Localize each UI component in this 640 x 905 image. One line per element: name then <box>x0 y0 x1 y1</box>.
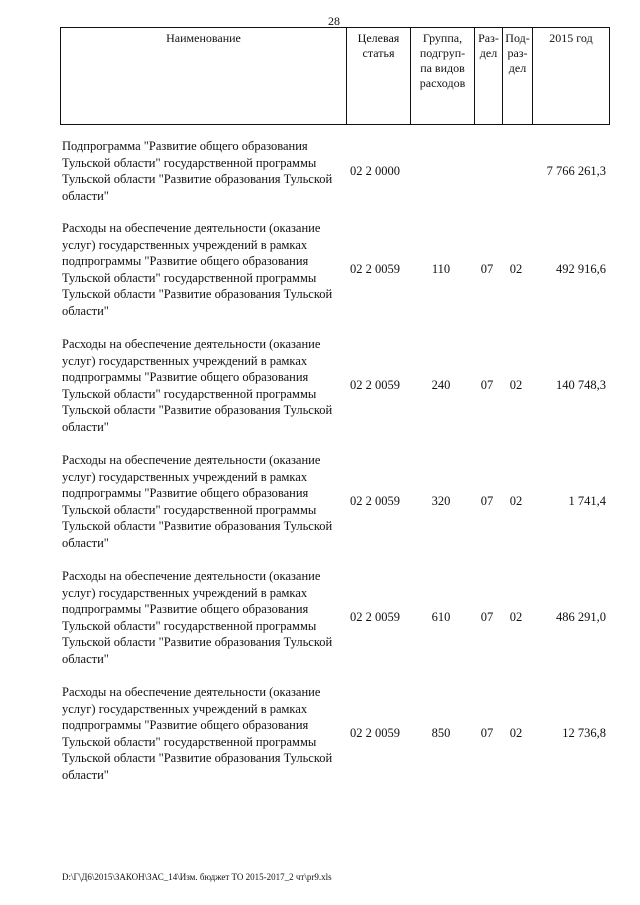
row-section: 07 <box>480 610 494 624</box>
row-expense-group: 320 <box>431 494 451 508</box>
row-expense-group: 110 <box>431 262 451 276</box>
row-amount: 492 916,6 <box>556 262 606 276</box>
row-section: 07 <box>480 726 494 740</box>
table-row <box>60 336 610 452</box>
row-name: Расходы на обеспечение деятельности (оказание услуг) государственных учреждений в рамках подпрограммы "Развитие общего образования Тульской области" государственной программы Тульской области "Развитие образования Тульской области" <box>62 221 333 318</box>
row-target-article: 02 2 0059 <box>350 610 400 624</box>
file-path-footer: D:\Г\Д6\2015\ЗАКОН\ЗАС_14\Изм. бюджет ТО 2015-2017_2 чт\pr9.xls <box>62 872 332 882</box>
row-subsection: 02 <box>509 262 523 276</box>
row-subsection: 02 <box>509 494 523 508</box>
row-name: Расходы на обеспечение деятельности (оказание услуг) государственных учреждений в рамках подпрограммы "Развитие общего образования Тульской области" государственной программы Тульской области "Развитие образования Тульской области" <box>62 337 333 434</box>
table-row <box>60 220 610 336</box>
table-row <box>60 138 610 220</box>
row-name: Расходы на обеспечение деятельности (оказание услуг) государственных учреждений в рамках подпрограммы "Развитие общего образования Тульской области" государственной программы Тульской области "Развитие образования Тульской области" <box>62 453 333 550</box>
header-section: Раз- дел <box>475 28 503 124</box>
header-year: 2015 год <box>549 31 593 45</box>
row-expense-group: 610 <box>431 610 451 624</box>
row-target-article: 02 2 0059 <box>350 494 400 508</box>
table-row <box>60 452 610 568</box>
row-subsection: 02 <box>509 378 523 392</box>
row-expense-group: 850 <box>431 726 451 740</box>
row-name: Расходы на обеспечение деятельности (оказание услуг) государственных учреждений в рамках подпрограммы "Развитие общего образования Тульской области" государственной программы Тульской области "Развитие образования Тульской области" <box>62 569 333 666</box>
row-amount: 7 766 261,3 <box>546 164 606 178</box>
row-name: Подпрограмма "Развитие общего образования Тульской области" государственной программы Тульской области "Развитие образования Тульской области" <box>62 139 333 203</box>
row-section: 07 <box>480 378 494 392</box>
row-name: Расходы на обеспечение деятельности (оказание услуг) государственных учреждений в рамках подпрограммы "Развитие общего образования Тульской области" государственной программы Тульской области "Развитие образования Тульской области" <box>62 685 333 782</box>
row-section: 07 <box>480 494 494 508</box>
table-row <box>60 684 610 800</box>
table-header <box>60 27 610 125</box>
table-row <box>60 568 610 684</box>
table-body <box>60 138 610 800</box>
header-name: Наименование <box>61 28 347 124</box>
row-amount: 1 741,4 <box>568 494 606 508</box>
header-target-article: Целевая статья <box>347 28 411 124</box>
row-target-article: 02 2 0059 <box>350 262 400 276</box>
row-expense-group: 240 <box>431 378 451 392</box>
row-section: 07 <box>480 262 494 276</box>
row-amount: 12 736,8 <box>562 726 606 740</box>
header-expense-group: Группа, подгруп- па видов расходов <box>411 28 475 124</box>
row-subsection: 02 <box>509 610 523 624</box>
row-target-article: 02 2 0059 <box>350 378 400 392</box>
row-target-article: 02 2 0059 <box>350 726 400 740</box>
row-amount: 486 291,0 <box>556 610 606 624</box>
row-target-article: 02 2 0000 <box>350 164 400 178</box>
row-amount: 140 748,3 <box>556 378 606 392</box>
page-number: 28 <box>328 14 340 28</box>
header-subsection: Под- раз- дел <box>503 28 533 124</box>
row-subsection: 02 <box>509 726 523 740</box>
